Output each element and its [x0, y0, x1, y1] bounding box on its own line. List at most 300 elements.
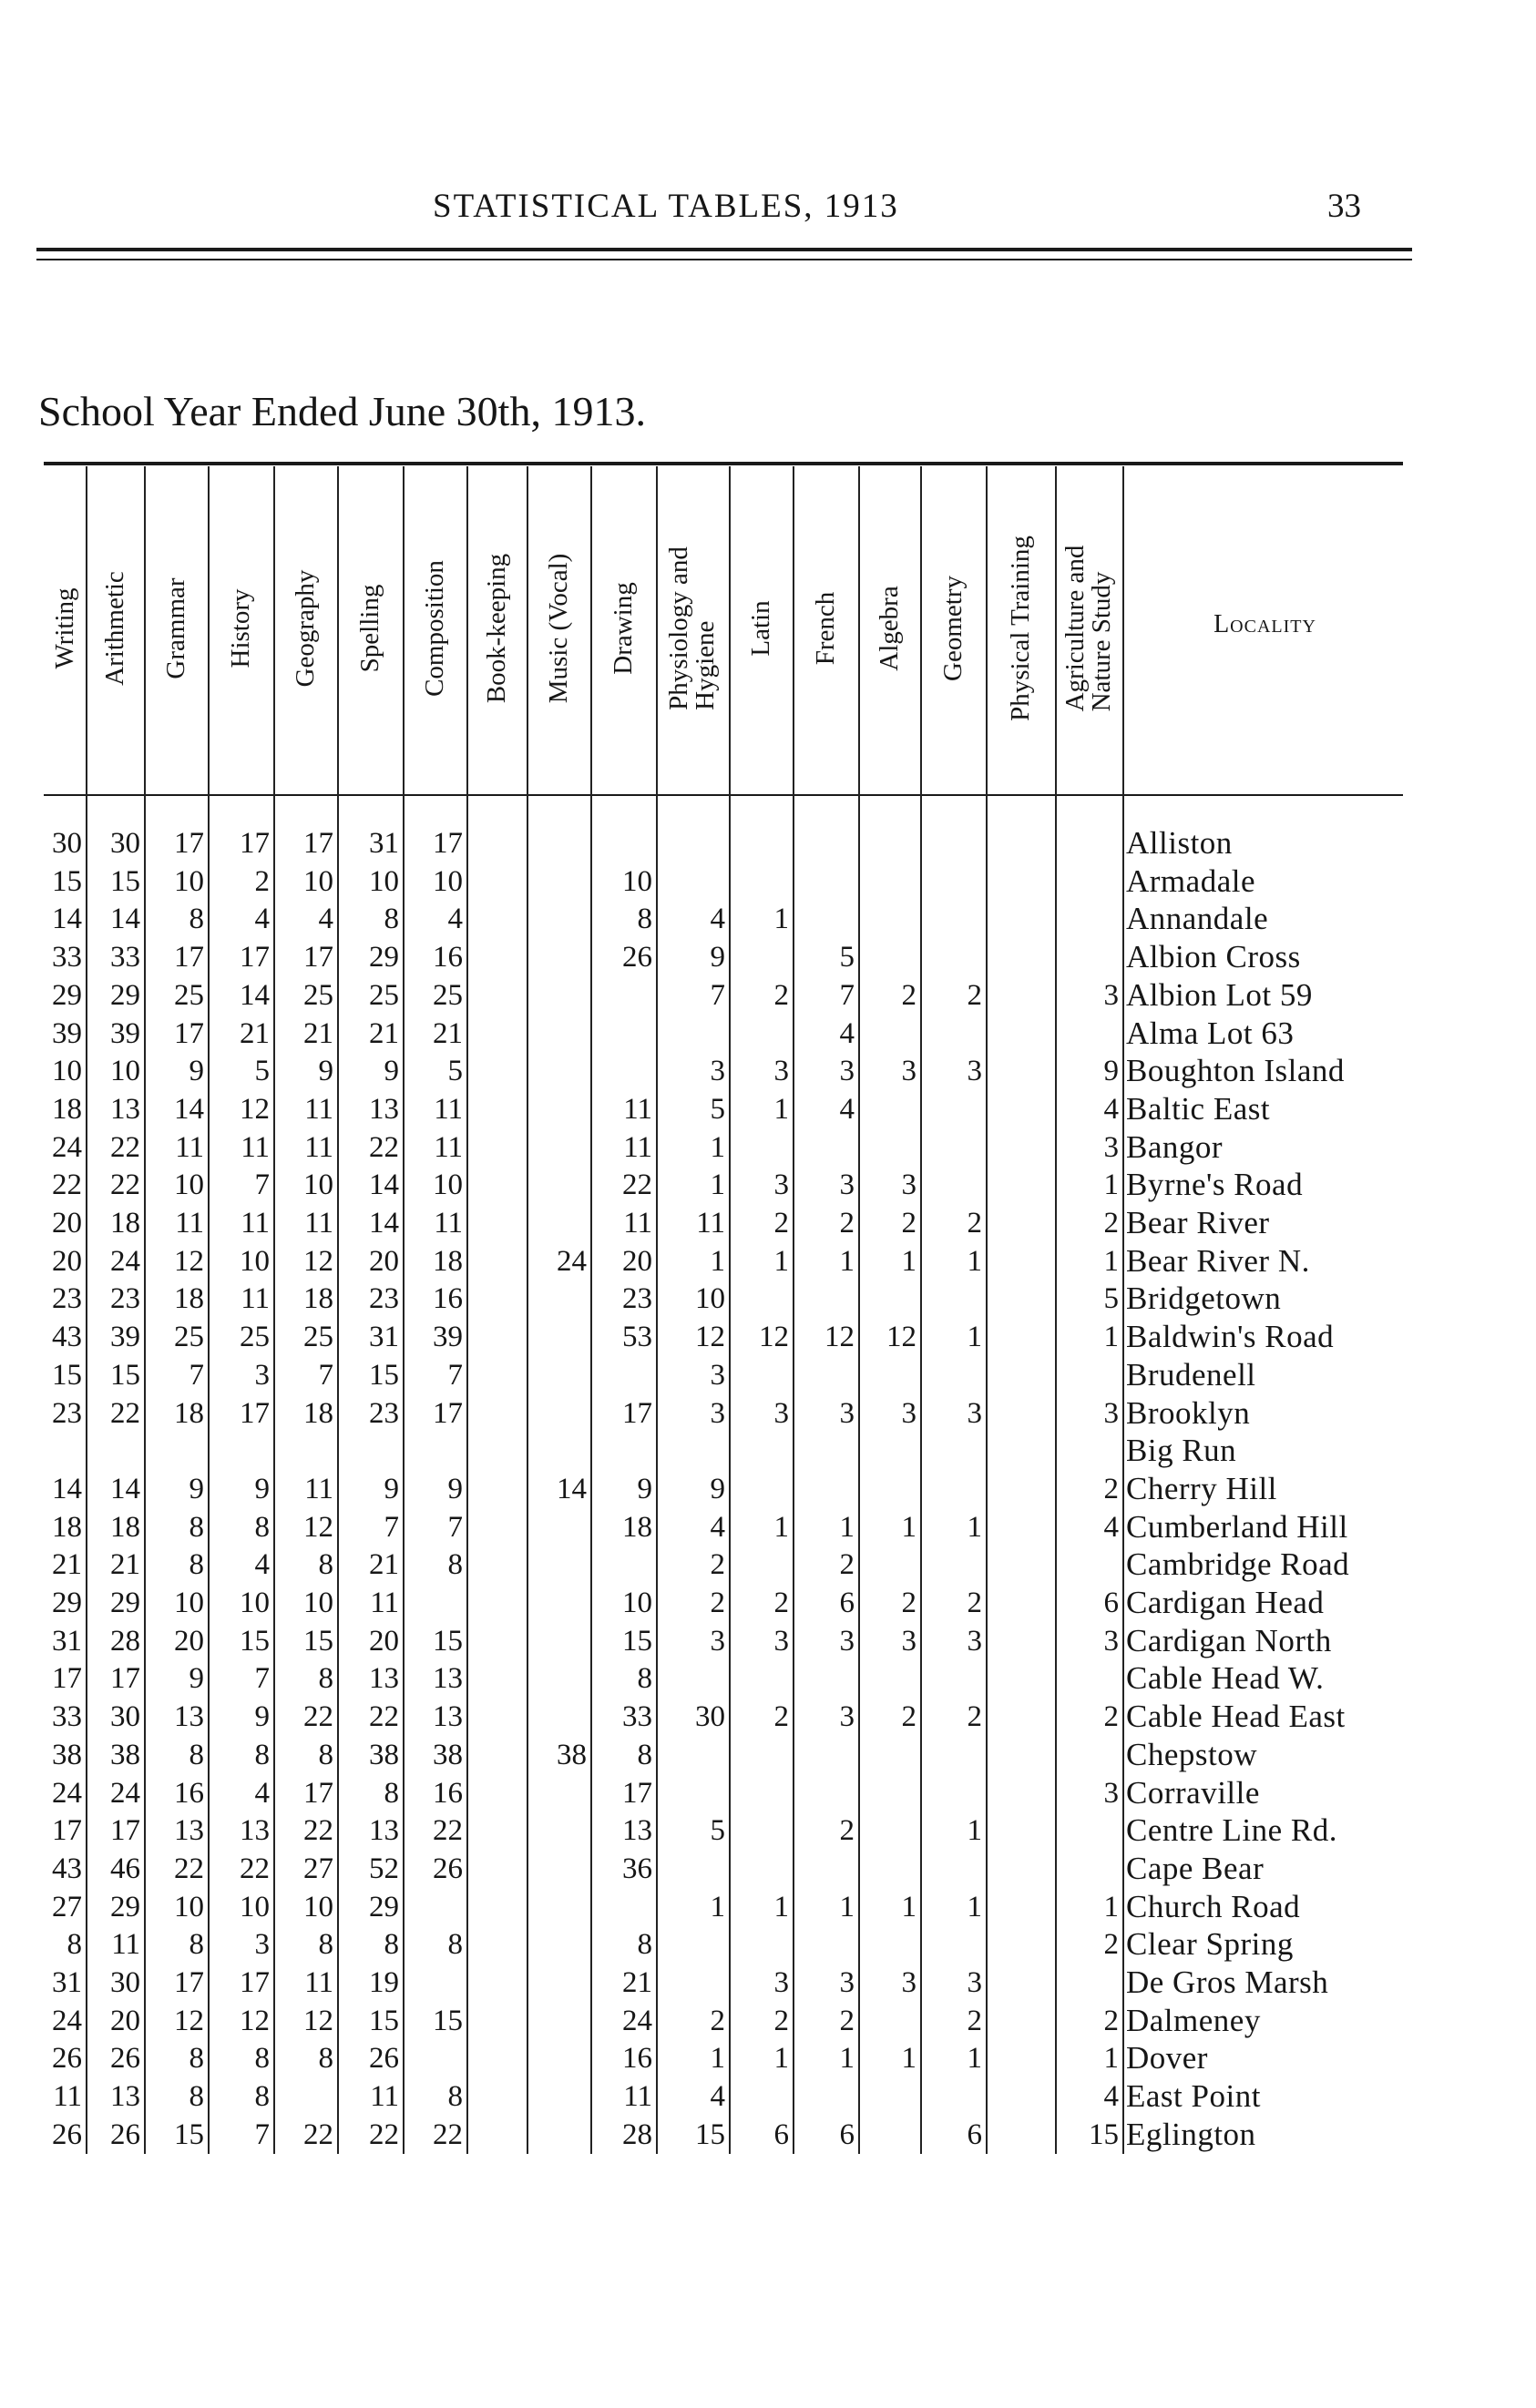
table-cell: 21: [369, 1548, 399, 1581]
table-cell: 16: [174, 1777, 204, 1810]
table-cell: 26: [369, 2042, 399, 2075]
table-cell: 20: [174, 1625, 204, 1658]
column-header: [483, 554, 510, 703]
table-cell: 43: [52, 1852, 82, 1885]
table-cell: 8: [318, 1548, 333, 1581]
table-cell: 15: [174, 2118, 204, 2151]
column-header: [545, 554, 572, 704]
table-cell: 17: [174, 1017, 204, 1050]
table-cell: 3: [773, 1397, 789, 1430]
table-cell: 21: [303, 1017, 333, 1050]
table-cell: 1: [1103, 2042, 1119, 2075]
table-cell: 25: [303, 1321, 333, 1353]
table-cell: 1: [710, 1131, 725, 1164]
table-cell: 18: [174, 1397, 204, 1430]
table-cell: 8: [447, 1928, 463, 1961]
table-cell: 17: [303, 1777, 333, 1810]
column-header-label: Drawing: [609, 582, 638, 675]
table-cell: 9: [189, 1662, 204, 1695]
table-cell: 15: [622, 1625, 652, 1658]
table-cell: 10: [433, 865, 463, 898]
locality-name: Cambridge Road: [1126, 1546, 1350, 1582]
table-cell: 4: [1103, 1511, 1119, 1544]
table-cell: 10: [695, 1282, 725, 1315]
table-cell: 10: [303, 1587, 333, 1619]
table-cell: 15: [1089, 2118, 1119, 2151]
table-cell: 6: [967, 2118, 982, 2151]
table-cell: 1: [901, 1245, 916, 1278]
table-cell: 2: [839, 1814, 855, 1847]
locality-name: Alma Lot 63: [1126, 1015, 1295, 1051]
table-cell: 3: [773, 1168, 789, 1201]
table-cell: 20: [110, 2005, 140, 2037]
table-cell: 1: [773, 1511, 789, 1544]
table-cell: 1: [710, 2042, 725, 2075]
table-cell: 30: [110, 827, 140, 860]
table-cell: 15: [433, 2005, 463, 2037]
table-cell: 2: [901, 1587, 916, 1619]
table-cell: 17: [174, 941, 204, 974]
table-cell: 24: [52, 2005, 82, 2037]
table-row: [0, 1470, 1536, 1508]
table-cell: 30: [52, 827, 82, 860]
table-cell: 17: [174, 1966, 204, 1999]
table-cell: 11: [370, 2080, 399, 2113]
table-cell: 21: [110, 1548, 140, 1581]
table-cell: 30: [695, 1700, 725, 1733]
locality-name: Dover: [1126, 2040, 1208, 2076]
table-cell: 4: [839, 1093, 855, 1126]
column-header-label: Physical Training: [1006, 536, 1035, 721]
table-cell: 17: [622, 1777, 652, 1810]
table-row: [0, 1698, 1536, 1736]
table-cell: 22: [433, 1814, 463, 1847]
table-cell: 2: [1103, 1473, 1119, 1505]
table-cell: 7: [839, 979, 855, 1012]
table-cell: 2: [967, 1207, 982, 1240]
locality-header: Locality: [1213, 610, 1316, 638]
locality-name: Cumberland Hill: [1126, 1509, 1348, 1545]
table-cell: 21: [622, 1966, 652, 1999]
table-cell: 22: [303, 1814, 333, 1847]
table-cell: 6: [839, 2118, 855, 2151]
locality-name: Baldwin's Road: [1126, 1319, 1335, 1354]
table-cell: 14: [110, 903, 140, 935]
table-cell: 38: [110, 1739, 140, 1771]
table-row: [0, 1850, 1536, 1888]
column-header: [356, 585, 384, 673]
table-cell: 11: [623, 2080, 652, 2113]
table-subtitle: School Year Ended June 30th, 1913.: [38, 388, 646, 434]
table-cell: 20: [622, 1245, 652, 1278]
table-cell: 8: [318, 1662, 333, 1695]
table-cell: 12: [174, 2005, 204, 2037]
table-cell: 2: [773, 1700, 789, 1733]
table-cell: 17: [110, 1814, 140, 1847]
table-cell: 8: [637, 1739, 652, 1771]
table-cell: 2: [901, 1700, 916, 1733]
table-top-rule: [44, 462, 1403, 465]
table-cell: 23: [52, 1282, 82, 1315]
table-cell: 39: [52, 1017, 82, 1050]
table-cell: 2: [773, 2005, 789, 2037]
table-cell: 3: [901, 1397, 916, 1430]
locality-name: Cable Head East: [1126, 1699, 1346, 1734]
table-cell: 2: [1103, 1928, 1119, 1961]
table-cell: 3: [839, 1625, 855, 1658]
table-cell: 5: [710, 1093, 725, 1126]
column-header: [421, 560, 448, 697]
table-cell: 13: [174, 1700, 204, 1733]
locality-name: Cape Bear: [1126, 1851, 1265, 1886]
table-cell: 3: [1103, 1777, 1119, 1810]
table-row: [0, 2039, 1536, 2077]
table-cell: 11: [623, 1131, 652, 1164]
table-cell: 14: [369, 1207, 399, 1240]
table-cell: 27: [52, 1891, 82, 1923]
table-cell: 25: [303, 979, 333, 1012]
table-cell: 1: [839, 2042, 855, 2075]
column-header: [609, 582, 637, 674]
table-cell: 29: [52, 979, 82, 1012]
table-cell: 10: [52, 1055, 82, 1087]
table-cell: 11: [434, 1131, 463, 1164]
locality-name: Brudenell: [1126, 1357, 1256, 1393]
table-cell: 28: [622, 2118, 652, 2151]
table-cell: 11: [623, 1207, 652, 1240]
table-row: [0, 938, 1536, 976]
table-cell: 10: [433, 1168, 463, 1201]
table-cell: 33: [110, 941, 140, 974]
table-cell: 11: [304, 1131, 333, 1164]
table-cell: 3: [1103, 1397, 1119, 1430]
table-cell: 12: [303, 1511, 333, 1544]
table-cell: 25: [174, 1321, 204, 1353]
locality-name: East Point: [1126, 2078, 1261, 2114]
table-cell: 1: [710, 1891, 725, 1923]
table-cell: 14: [52, 903, 82, 935]
table-cell: 3: [967, 1055, 982, 1087]
table-cell: 22: [110, 1397, 140, 1430]
column-header-label: History: [226, 588, 255, 668]
column-header-label: Arithmetic: [100, 571, 129, 686]
table-cell: 3: [901, 1055, 916, 1087]
locality-name: Big Run: [1126, 1433, 1237, 1468]
column-header-label: French: [811, 591, 840, 666]
table-cell: 9: [254, 1700, 270, 1733]
table-cell: 3: [901, 1168, 916, 1201]
table-cell: 4: [254, 1777, 270, 1810]
table-cell: 1: [839, 1245, 855, 1278]
table-row: [0, 976, 1536, 1015]
locality-name: De Gros Marsh: [1126, 1964, 1329, 2000]
table-cell: 15: [52, 865, 82, 898]
table-row: [0, 2116, 1536, 2154]
column-header: [747, 600, 774, 656]
table-cell: 13: [110, 1093, 140, 1126]
table-cell: 16: [433, 1282, 463, 1315]
table-cell: 15: [110, 1359, 140, 1392]
table-cell: 26: [52, 2042, 82, 2075]
table-cell: 39: [110, 1017, 140, 1050]
table-cell: 9: [447, 1473, 463, 1505]
table-cell: 12: [303, 2005, 333, 2037]
table-row: [0, 1888, 1536, 1926]
column-header: [292, 570, 319, 688]
column-header-label: Physiology and: [664, 546, 693, 710]
table-cell: 2: [710, 1587, 725, 1619]
table-cell: 1: [967, 2042, 982, 2075]
table-cell: 3: [710, 1359, 725, 1392]
table-cell: 7: [189, 1359, 204, 1392]
table-cell: 5: [447, 1055, 463, 1087]
table-cell: 18: [52, 1511, 82, 1544]
table-row: [0, 2077, 1536, 2116]
table-cell: 6: [839, 1587, 855, 1619]
table-cell: 9: [318, 1055, 333, 1087]
table-cell: 3: [901, 1966, 916, 1999]
table-cell: 10: [303, 1891, 333, 1923]
table-cell: 5: [710, 1814, 725, 1847]
table-cell: 11: [304, 1966, 333, 1999]
table-row: [0, 2002, 1536, 2040]
table-cell: 38: [52, 1739, 82, 1771]
table-cell: 7: [447, 1359, 463, 1392]
table-cell: 17: [110, 1662, 140, 1695]
table-row: [0, 862, 1536, 901]
page-header-title: STATISTICAL TABLES, 1913: [433, 188, 899, 225]
locality-name: Chepstow: [1126, 1737, 1257, 1772]
table-cell: 22: [110, 1168, 140, 1201]
table-cell: 11: [434, 1093, 463, 1126]
table-cell: 11: [623, 1093, 652, 1126]
table-row: [0, 1774, 1536, 1812]
table-cell: 22: [433, 2118, 463, 2151]
locality-name: Boughton Island: [1126, 1053, 1345, 1088]
table-cell: 8: [384, 903, 399, 935]
table-row: [0, 1659, 1536, 1698]
table-cell: 3: [773, 1055, 789, 1087]
table-cell: 1: [1103, 1168, 1119, 1201]
column-header-label: Geometry: [938, 576, 968, 681]
table-cell: 21: [433, 1017, 463, 1050]
locality-name: Eglington: [1126, 2117, 1256, 2152]
locality-name: Clear Spring: [1126, 1926, 1294, 1962]
table-cell: 11: [53, 2080, 82, 2113]
table-cell: 10: [303, 1168, 333, 1201]
table-cell: 12: [824, 1321, 855, 1353]
table-cell: 8: [637, 1662, 652, 1695]
table-cell: 3: [1103, 979, 1119, 1012]
table-cell: 30: [110, 1700, 140, 1733]
table-cell: 8: [254, 1739, 270, 1771]
table-cell: 14: [174, 1093, 204, 1126]
table-cell: 26: [622, 941, 652, 974]
table-row: [0, 1356, 1536, 1394]
column-header: [939, 576, 967, 681]
locality-name: Annandale: [1126, 901, 1269, 936]
table-cell: 3: [254, 1359, 270, 1392]
table-cell: 3: [839, 1397, 855, 1430]
table-cell: 1: [839, 1511, 855, 1544]
table-cell: 26: [433, 1852, 463, 1885]
table-cell: 17: [433, 827, 463, 860]
table-cell: 1: [901, 1511, 916, 1544]
table-cell: 13: [369, 1093, 399, 1126]
table-cell: 1: [1103, 1245, 1119, 1278]
table-cell: 1: [773, 1245, 789, 1278]
table-header-rule: [44, 794, 1403, 796]
table-cell: 26: [110, 2118, 140, 2151]
table-cell: 3: [710, 1397, 725, 1430]
table-cell: 17: [240, 941, 270, 974]
table-cell: 9: [384, 1473, 399, 1505]
table-cell: 2: [1103, 1207, 1119, 1240]
table-cell: 18: [110, 1511, 140, 1544]
table-cell: 10: [622, 865, 652, 898]
table-cell: 29: [110, 1587, 140, 1619]
table-cell: 13: [433, 1662, 463, 1695]
table-cell: 8: [318, 1928, 333, 1961]
table-cell: 1: [773, 1891, 789, 1923]
locality-name: Alliston: [1126, 825, 1233, 861]
table-cell: 5: [254, 1055, 270, 1087]
table-cell: 26: [52, 2118, 82, 2151]
table-cell: 11: [434, 1207, 463, 1240]
table-cell: 17: [240, 1966, 270, 1999]
table-cell: 18: [174, 1282, 204, 1315]
table-cell: 15: [369, 1359, 399, 1392]
table-cell: 2: [710, 2005, 725, 2037]
table-cell: 17: [52, 1814, 82, 1847]
locality-name: Cardigan Head: [1126, 1585, 1325, 1620]
locality-name: Albion Cross: [1126, 939, 1301, 974]
table-cell: 9: [710, 1473, 725, 1505]
table-cell: 5: [839, 941, 855, 974]
table-cell: 13: [369, 1662, 399, 1695]
table-cell: 20: [369, 1625, 399, 1658]
table-cell: 23: [110, 1282, 140, 1315]
table-cell: 10: [174, 865, 204, 898]
column-header-label: Grammar: [161, 577, 190, 679]
table-cell: 4: [1103, 2080, 1119, 2113]
table-cell: 39: [433, 1321, 463, 1353]
table-cell: 29: [369, 1891, 399, 1923]
table-cell: 1: [967, 1511, 982, 1544]
column-header: [51, 587, 78, 668]
table-cell: 11: [241, 1131, 270, 1164]
table-cell: 31: [52, 1966, 82, 1999]
table-row: [0, 1166, 1536, 1204]
table-cell: 8: [189, 2080, 204, 2113]
table-cell: 26: [110, 2042, 140, 2075]
table-cell: 3: [773, 1625, 789, 1658]
table-cell: 31: [369, 827, 399, 860]
table-row: [0, 824, 1536, 862]
table-cell: 1: [901, 2042, 916, 2075]
table-cell: 2: [839, 1548, 855, 1581]
table-cell: 4: [839, 1017, 855, 1050]
table-cell: 3: [839, 1700, 855, 1733]
column-header: [812, 592, 839, 666]
table-cell: 8: [189, 2042, 204, 2075]
table-cell: 24: [110, 1245, 140, 1278]
table-cell: 17: [174, 827, 204, 860]
table-cell: 38: [433, 1739, 463, 1771]
table-cell: 14: [557, 1473, 587, 1505]
locality-name: Cable Head W.: [1126, 1660, 1325, 1696]
table-cell: 24: [52, 1777, 82, 1810]
table-cell: 36: [622, 1852, 652, 1885]
table-cell: 8: [384, 1928, 399, 1961]
locality-name: Byrne's Road: [1126, 1167, 1304, 1202]
table-cell: 3: [901, 1625, 916, 1658]
locality-name: Cherry Hill: [1126, 1471, 1277, 1506]
table-cell: 52: [369, 1852, 399, 1885]
table-cell: 8: [189, 1511, 204, 1544]
column-header: [666, 546, 719, 710]
table-cell: 10: [174, 1891, 204, 1923]
table-cell: 2: [1103, 2005, 1119, 2037]
table-cell: 8: [254, 1511, 270, 1544]
table-cell: 7: [447, 1511, 463, 1544]
locality-name: Baltic East: [1126, 1091, 1271, 1127]
table-row: [0, 1736, 1536, 1774]
table-row: [0, 1964, 1536, 2002]
table-cell: 9: [710, 941, 725, 974]
table-cell: 10: [240, 1587, 270, 1619]
table-cell: 7: [254, 1662, 270, 1695]
table-cell: 23: [52, 1397, 82, 1430]
table-cell: 1: [839, 1891, 855, 1923]
table-cell: 13: [174, 1814, 204, 1847]
table-cell: 8: [318, 2042, 333, 2075]
table-cell: 22: [369, 1131, 399, 1164]
table-cell: 2: [839, 2005, 855, 2037]
table-cell: 8: [447, 1548, 463, 1581]
table-cell: 8: [384, 1777, 399, 1810]
column-header-label: Composition: [420, 560, 449, 697]
table-cell: 22: [174, 1852, 204, 1885]
table-cell: 1: [967, 1245, 982, 1278]
table-cell: 18: [110, 1207, 140, 1240]
table-cell: 11: [241, 1282, 270, 1315]
table-cell: 10: [174, 1168, 204, 1201]
table-cell: 22: [369, 1700, 399, 1733]
table-cell: 15: [695, 2118, 725, 2151]
table-cell: 22: [303, 1700, 333, 1733]
column-header: [876, 586, 903, 670]
column-header-label: Book-keeping: [482, 553, 511, 704]
table-cell: 2: [967, 979, 982, 1012]
table-cell: 1: [710, 1168, 725, 1201]
table-row: [0, 1090, 1536, 1128]
table-cell: 11: [304, 1093, 333, 1126]
table-cell: 2: [773, 1207, 789, 1240]
table-cell: 39: [110, 1321, 140, 1353]
table-cell: 2: [839, 1207, 855, 1240]
table-cell: 1: [901, 1891, 916, 1923]
table-cell: 6: [1103, 1587, 1119, 1619]
table-row: [0, 1546, 1536, 1584]
table-cell: 7: [254, 2118, 270, 2151]
table-cell: 13: [369, 1814, 399, 1847]
table-cell: 1: [710, 1245, 725, 1278]
table-cell: 15: [110, 865, 140, 898]
locality-name: Brooklyn: [1126, 1395, 1251, 1431]
table-cell: 17: [303, 827, 333, 860]
table-cell: 7: [254, 1168, 270, 1201]
